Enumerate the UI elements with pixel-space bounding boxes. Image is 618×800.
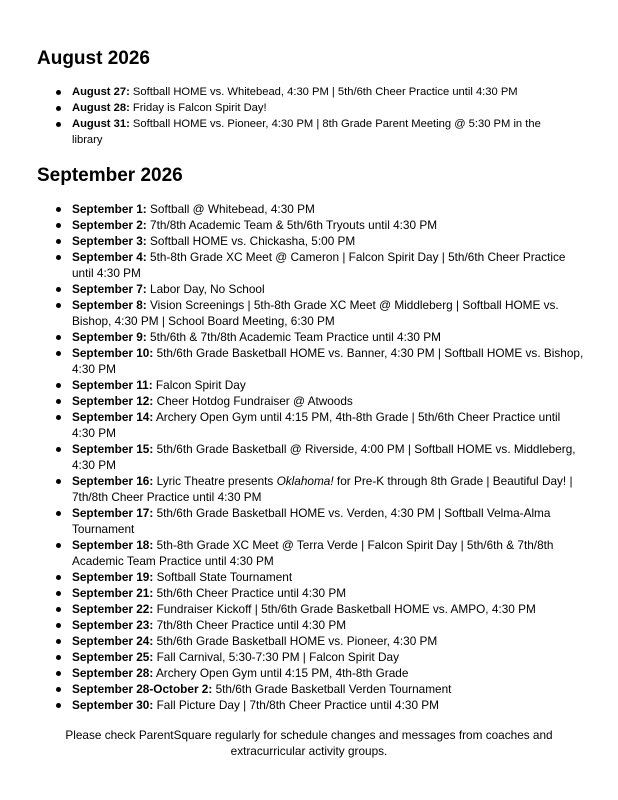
september-event-item — [54, 569, 584, 585]
event-title-italic: Oklahoma! — [276, 474, 334, 488]
event-description: 5th/6th Cheer Practice until 4:30 PM — [153, 586, 347, 600]
event-date-label: September 16: — [72, 474, 154, 488]
event-description: 7th/8th Cheer Practice until 4:30 PM — [153, 618, 347, 632]
event-date-label: August 31: — [72, 118, 130, 130]
september-event-item — [54, 329, 584, 345]
september-event-item — [54, 617, 584, 633]
event-description: 5th/6th Grade Basketball HOME vs. Verden, 4:30 PM | Softball Velma-Alma Tournament — [72, 506, 551, 536]
event-description: 5th/6th & 7th/8th Academic Team Practice until 4:30 PM — [146, 330, 441, 344]
september-event-item — [54, 601, 584, 617]
event-description: 5th/6th Grade Basketball HOME vs. Pioneer, 4:30 PM — [153, 634, 438, 648]
event-date-label: September 30: — [72, 698, 154, 712]
event-date-label: September 3: — [72, 234, 147, 248]
september-event-item — [54, 377, 584, 393]
event-date-label: September 12: — [72, 394, 154, 408]
event-description: Archery Open Gym until 4:15 PM, 4th-8th Grade | 5th/6th Cheer Practice until 4:30 PM — [72, 410, 561, 440]
event-description: Friday is Falcon Spirit Day! — [129, 102, 267, 114]
september-event-item — [54, 217, 584, 233]
september-event-item — [54, 409, 584, 441]
august-event-item — [54, 100, 574, 116]
september-event-item — [54, 665, 584, 681]
september-event-item — [54, 201, 584, 217]
september-event-item — [54, 297, 584, 329]
event-description: Vision Screenings | 5th-8th Grade XC Meet @ Middleberg | Softball HOME vs. Bishop, 4:30 PM | School Board Meeting, 6:30 PM — [72, 298, 559, 328]
september-event-item — [54, 233, 584, 249]
event-description: Fall Carnival, 5:30-7:30 PM | Falcon Spirit Day — [153, 650, 399, 664]
event-date-label: September 15: — [72, 442, 154, 456]
event-date-label: September 1: — [72, 202, 147, 216]
footer-note: Please check ParentSquare regularly for schedule changes and messages from coaches and extracurricular activity groups. — [65, 728, 553, 758]
event-description: Softball @ Whitebead, 4:30 PM — [146, 202, 315, 216]
event-date-label: September 7: — [72, 282, 147, 296]
september-event-item — [54, 697, 584, 713]
event-description: Lyric Theatre presents — [153, 474, 277, 488]
event-description: 5th/6th Grade Basketball @ Riverside, 4:00 PM | Softball HOME vs. Middleberg, 4:30 PM — [72, 442, 576, 472]
event-date-label: September 19: — [72, 570, 154, 584]
event-description: Falcon Spirit Day — [152, 378, 246, 392]
event-date-label: September 14: — [72, 410, 154, 424]
september-event-item — [54, 249, 584, 281]
event-description: 5th-8th Grade XC Meet @ Cameron | Falcon Spirit Day | 5th/6th Cheer Practice until 4:30 PM — [72, 250, 566, 280]
event-date-label: September 22: — [72, 602, 154, 616]
september-event-item — [54, 633, 584, 649]
event-date-label: September 2: — [72, 218, 147, 232]
august-event-list — [54, 84, 574, 148]
event-description: Archery Open Gym until 4:15 PM, 4th-8th Grade — [153, 666, 409, 680]
event-date-label: September 10: — [72, 346, 154, 360]
event-date-label: September 4: — [72, 250, 147, 264]
september-event-item — [54, 537, 584, 569]
event-description: 5th/6th Grade Basketball HOME vs. Banner, 4:30 PM | Softball HOME vs. Bishop, 4:30 PM — [72, 346, 584, 376]
event-date-label: September 21: — [72, 586, 154, 600]
september-event-item — [54, 441, 584, 473]
september-event-item — [54, 345, 584, 377]
event-date-label: September 28: — [72, 666, 154, 680]
event-description: Cheer Hotdog Fundraiser @ Atwoods — [153, 394, 353, 408]
event-description: Fundraiser Kickoff | 5th/6th Grade Basketball HOME vs. AMPO, 4:30 PM — [153, 602, 536, 616]
september-event-item — [54, 585, 584, 601]
september-event-item — [54, 681, 584, 697]
september-event-item — [54, 505, 584, 537]
september-event-list — [54, 201, 584, 713]
event-description-continued: for Pre-K through 8th Grade | Beautiful Day! | 7th/8th Cheer Practice until 4:30 PM — [72, 474, 573, 504]
event-date-label: September 23: — [72, 618, 154, 632]
event-date-label: September 8: — [72, 298, 147, 312]
event-date-label: August 27: — [72, 86, 130, 98]
event-date-label: September 9: — [72, 330, 147, 344]
september-event-item — [54, 649, 584, 665]
event-description: 5th/6th Grade Basketball Verden Tournament — [212, 682, 452, 696]
event-description: 7th/8th Academic Team & 5th/6th Tryouts until 4:30 PM — [146, 218, 438, 232]
september-event-item — [54, 281, 584, 297]
event-date-label: August 28: — [72, 102, 130, 114]
august-heading: August 2026 — [37, 48, 150, 69]
event-description: Fall Picture Day | 7th/8th Cheer Practice until 4:30 PM — [153, 698, 439, 712]
september-event-item — [54, 473, 584, 505]
event-description: Softball HOME vs. Chickasha, 5:00 PM — [146, 234, 356, 248]
event-date-label: September 28-October 2: — [72, 682, 213, 696]
event-date-label: September 18: — [72, 538, 154, 552]
august-event-item — [54, 116, 574, 148]
event-description: Labor Day, No School — [146, 282, 265, 296]
september-heading: September 2026 — [37, 165, 183, 186]
event-date-label: September 11: — [72, 378, 153, 392]
event-description: Softball State Tournament — [153, 570, 293, 584]
event-description: Softball HOME vs. Pioneer, 4:30 PM | 8th Grade Parent Meeting @ 5:30 PM in the library — [72, 118, 541, 146]
event-date-label: September 24: — [72, 634, 154, 648]
event-description: 5th-8th Grade XC Meet @ Terra Verde | Falcon Spirit Day | 5th/6th & 7th/8th Academic Team Practice until 4:30 PM — [72, 538, 554, 568]
event-date-label: September 17: — [72, 506, 154, 520]
september-event-item — [54, 393, 584, 409]
event-date-label: September 25: — [72, 650, 154, 664]
event-description: Softball HOME vs. Whitebead, 4:30 PM | 5th/6th Cheer Practice until 4:30 PM — [129, 86, 518, 98]
august-event-item — [54, 84, 574, 100]
